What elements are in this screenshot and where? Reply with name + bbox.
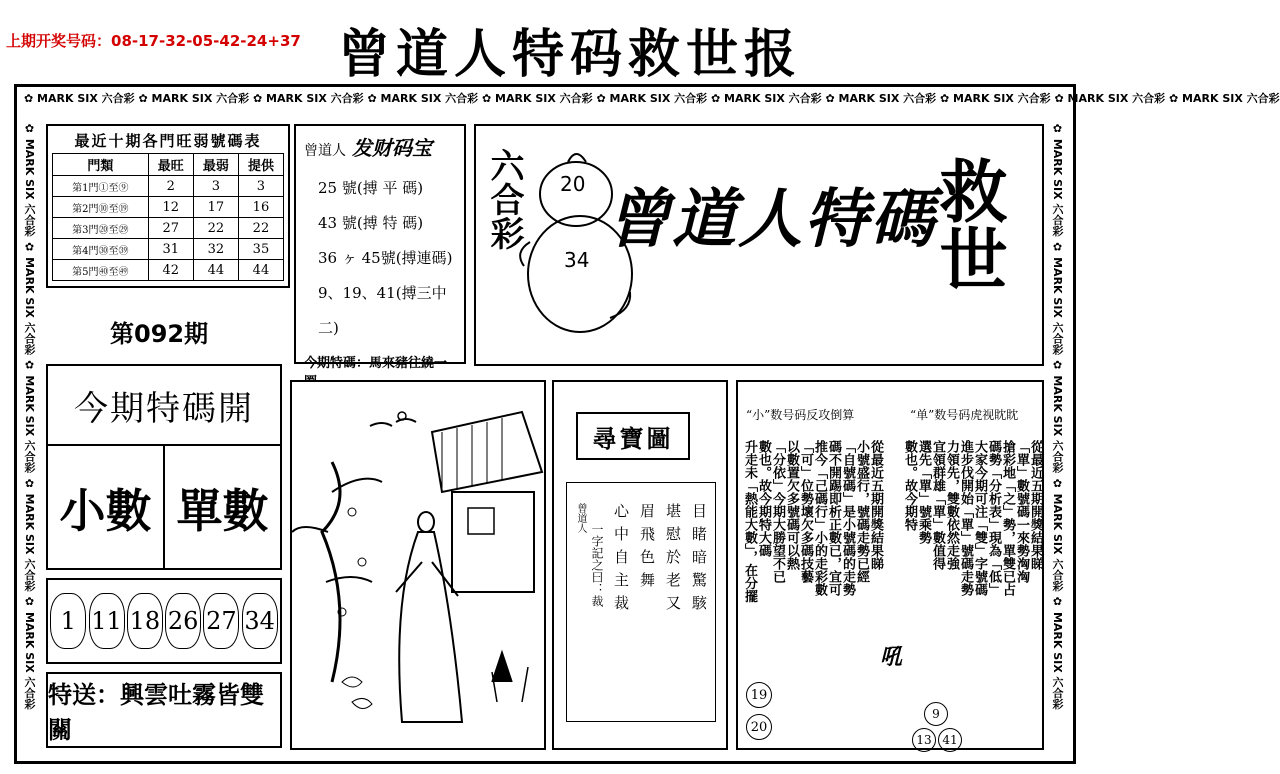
table-cell: 3 [193,176,238,197]
lucky-number: 34 [242,593,278,649]
table-cell: 12 [148,197,193,218]
table-row [53,260,284,281]
brand-strip-item: ✿ MARK SIX 六合彩 [596,92,711,105]
strength-table-box [46,124,290,288]
strength-table [52,153,284,281]
brand-strip-item: ✿ MARK SIX 六合彩 [711,92,826,105]
article-column: 搶彩地「之」勢，單雙已占 [1000,440,1015,596]
table-cell: 44 [193,260,238,281]
analysis-box [736,380,1044,750]
brand-strip-item: ✿ MARK SIX 六合彩 [23,358,36,477]
number-ball: 9 [924,702,948,726]
banner-ball-2: 34 [564,248,590,272]
table-header: 提供 [238,154,283,176]
article-column: 數也。故今期特大碼 [756,440,771,557]
poem-column: 目睹暗驚駭 [690,503,708,618]
article-column: 從最近五期開獎結果睇 [1028,440,1043,570]
treasure-line: 43 號(搏 特 碼) [318,214,424,232]
treasure-map-box [552,380,728,750]
number-ball: 41 [938,728,962,752]
table-cell: 22 [238,218,283,239]
table-cell: 3 [238,176,283,197]
small-number-option: 小數 [48,446,165,570]
treasure-map-scroll [566,482,716,722]
last-draw-numbers: 上期开奖号码：08-17-32-05-42-24+37 [6,32,301,50]
banner-main-title: 曾道人特碼 [606,182,936,257]
banner-lottery-label: 六合彩 [484,148,524,250]
lucky-number: 26 [165,593,201,649]
brand-strip-item: ✿ MARK SIX 六合彩 [1051,595,1064,710]
treasure-map-title: 尋寶圖 [576,412,690,460]
article-column: 數也。故今期特 [902,440,917,531]
special-code-box [46,364,282,570]
article-column: 「單」數號碼一來勢洶洶 [1014,440,1029,583]
brand-strip-item: ✿ MARK SIX 六合彩 [23,122,36,241]
brand-strip-right [1048,122,1066,752]
number-ball: 19 [746,682,772,708]
brand-strip-item: ✿ MARK SIX 六合彩 [253,92,368,105]
table-row [53,197,284,218]
table-cell: 27 [148,218,193,239]
article-column: 碼勢「分析表」現為「低」 [986,440,1001,596]
table-header: 門類 [53,154,149,176]
brand-strip-item: ✿ MARK SIX 六合彩 [1169,92,1280,105]
table-cell: 第5門㊵至㊾ [53,260,149,281]
number-ball: 13 [912,728,936,752]
treasure-box [294,124,466,371]
poem-columns [611,503,709,618]
treasure-special: 今期特碼：馬來豬往繞一 [304,356,448,371]
small-number-article-title: “小”数号码反攻倒算 [746,408,855,422]
brand-strip-item: ✿ MARK SIX 六合彩 [1051,358,1064,477]
brand-strip-item: ✿ MARK SIX 六合彩 [1051,240,1064,359]
lucky-number: 27 [203,593,239,649]
poem-column: 眉飛色舞 [638,503,656,595]
sage-illustration-box [290,380,546,750]
brand-strip-left [20,122,38,752]
sage-illustration [292,382,544,748]
article-column: 小號盛行，號碼走勢已經 [854,440,869,583]
treasure-lines [304,171,456,346]
brand-strip-item: ✿ MARK SIX 六合彩 [24,92,139,105]
lucky-number: 18 [127,593,163,649]
brand-strip-item: ✿ MARK SIX 六合彩 [23,476,36,596]
treasure-line: 25 號(搏 平 碼) [318,179,424,197]
brand-strip-item: ✿ MARK SIX 六合彩 [825,92,940,105]
table-cell: 第3門⑳至㉙ [53,218,149,239]
table-header: 最旺 [148,154,193,176]
table-cell: 42 [148,260,193,281]
odd-number-article-title: “单”数号码虎视眈眈 [910,408,1019,422]
brand-strip-item: ✿ MARK SIX 六合彩 [23,595,36,710]
number-ball: 20 [746,714,772,740]
table-cell: 16 [238,197,283,218]
poem-caption-signature: 曾道人 [575,503,586,533]
article-column: 碼不開踢即析正數已，宜可 [826,440,841,596]
issue-number: 第092期 [110,320,209,348]
article-column: 「可」位勢壞欠多碼技藝 [798,440,813,583]
brand-strip-item: ✿ MARK SIX 六合彩 [940,92,1055,105]
treasure-brand: 曾道人 [304,143,346,159]
odd-number-option: 單數 [176,484,269,538]
brand-strip-top [24,90,1280,108]
table-row [53,176,284,197]
table-cell: 2 [148,176,193,197]
table-cell: 44 [238,260,283,281]
special-code-heading: 今期特碼開 [48,366,280,446]
brand-strip-item: ✿ MARK SIX 六合彩 [1051,476,1064,596]
treasure-line: 36 ヶ 45號(搏連碼) [318,249,453,267]
banner-rescue-title: 救世 [928,156,1008,292]
poem-caption: 一字記之曰：裁 [590,523,604,607]
brand-strip-item: ✿ MARK SIX 六合彩 [367,92,482,105]
table-header: 最弱 [193,154,238,176]
brand-strip-item: ✿ MARK SIX 六合彩 [1054,92,1169,105]
table-cell: 第2門⑩至⑲ [53,197,149,218]
treasure-line: 9、19、41(搏三中二) [318,284,447,337]
odd-article-balls [912,702,972,752]
table-cell: 17 [193,197,238,218]
banner-box [474,124,1044,366]
article-column: 力領先，雙數依然走強 [944,440,959,570]
article-column: 從最近五期開獎結果睇 [868,440,883,570]
treasure-heading: 发财码宝 [352,136,432,160]
table-cell: 32 [193,239,238,260]
odd-number-article-text [902,440,1042,672]
article-column: 推今「己碼行」小的走彩數 [812,440,827,596]
poem-column: 堪慰於老又 [664,503,682,618]
article-column: 「分依」今期大勝望不已 [770,440,785,583]
table-row [53,239,284,260]
article-column: 「自號碼」是小號碼的走勢 [840,440,855,596]
numbers-box [46,578,282,664]
lucky-number: 1 [50,593,86,649]
poem-column: 心中自主裁 [612,503,630,618]
table-cell: 22 [193,218,238,239]
table-cell: 第1門①至⑨ [53,176,149,197]
brand-strip-item: ✿ MARK SIX 六合彩 [482,92,597,105]
table-cell: 第4門㉚至㊴ [53,239,149,260]
article-column: 大家今期可注「雙」字號碼 [972,440,987,596]
brand-strip-item: ✿ MARK SIX 六合彩 [1051,122,1064,241]
article-column: 選先「單」號乘勢 [916,440,931,544]
brand-strip-item: ✿ MARK SIX 六合彩 [23,240,36,359]
article-column: 宜領群雄「單」數值得 [930,440,945,570]
brand-strip-item: ✿ MARK SIX 六合彩 [138,92,253,105]
table-cell: 31 [148,239,193,260]
article-column: 升走未「熱能大數」，在分擺 [742,440,757,603]
article-column: 以數置欠多號碼可以熱 [784,440,799,570]
article-column: 進步伐開始「單」號碼走勢 [958,440,973,596]
newspaper-title: 曾道人特码救世报 [338,24,803,85]
banner-ball-1: 20 [560,172,586,196]
table-cell: 35 [238,239,283,260]
special-send: 特送：興雲吐霧皆雙關 [46,672,282,748]
strength-table-title: 最近十期各門旺弱號碼表 [74,132,262,150]
roar-mark: 吼 [880,644,903,670]
lucky-number: 11 [89,593,125,649]
small-article-balls [746,682,772,740]
table-row [53,218,284,239]
small-number-article-text [742,440,882,672]
